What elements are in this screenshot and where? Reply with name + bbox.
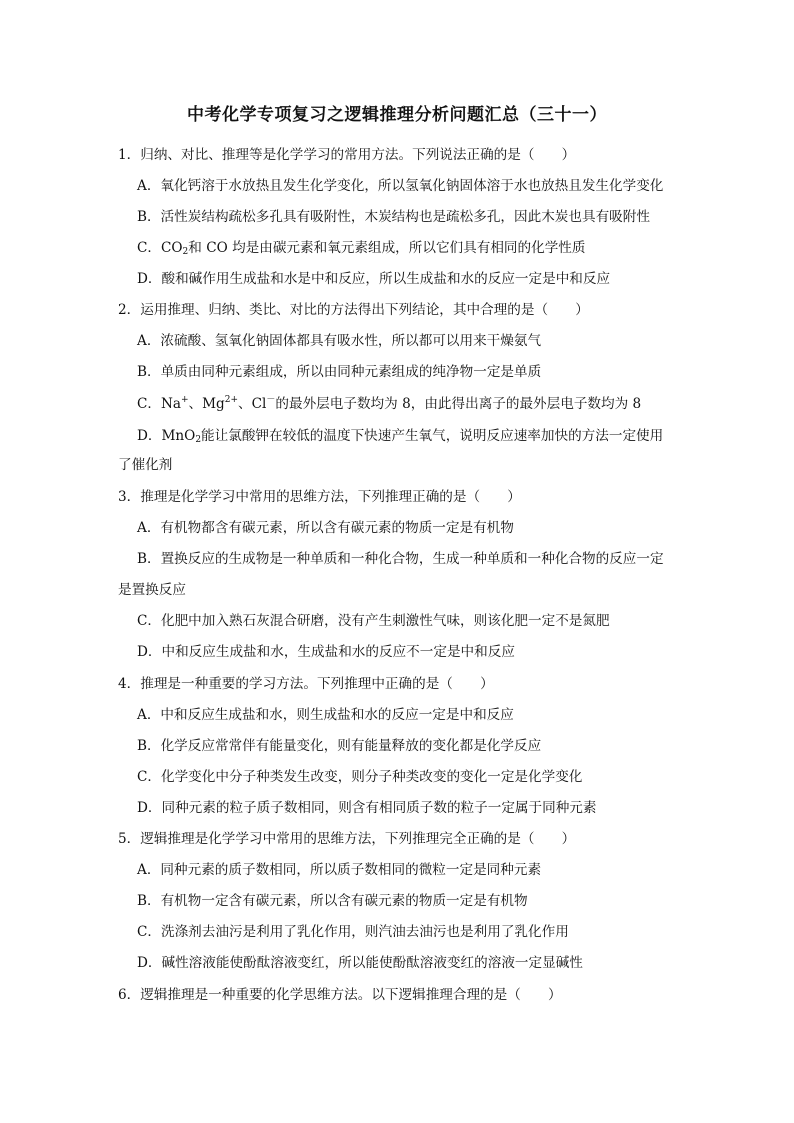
question-2-option-b: B．单质由同种元素组成，所以由同种元素组成的纯净物一定是单质 — [137, 364, 542, 380]
option-text: 、Cl — [238, 396, 267, 412]
question-2-option-d — [137, 426, 682, 446]
question-5-option-d: D．碱性溶液能使酚酞溶液变红，所以能使酚酞溶液变红的溶液一定显碱性 — [137, 955, 583, 971]
option-text: 、Mg — [188, 396, 225, 412]
question-1-stem: 1．归纳、对比、推理等是化学学习的常用方法。下列说法正确的是（ ） — [118, 147, 576, 163]
question-5-option-a: A．同种元素的质子数相同，所以质子数相同的微粒一定是同种元素 — [137, 862, 542, 878]
option-text: D．MnO — [137, 428, 196, 444]
option-text: C．CO — [137, 240, 183, 256]
page-title: 中考化学专项复习之逻辑推理分析问题汇总（三十一） — [187, 105, 607, 125]
question-1-option-b: B．活性炭结构疏松多孔具有吸附性，木炭结构也是疏松多孔，因此木炭也具有吸附性 — [137, 209, 650, 225]
option-text: 的最外层电子数均为 8，由此得出离子的最外层电子数均为 8 — [275, 396, 642, 412]
question-6-stem: 6．逻辑推理是一种重要的化学思维方法。以下逻辑推理合理的是（ ） — [118, 987, 562, 1003]
question-2-option-c — [137, 394, 682, 414]
subscript: 2 — [182, 247, 189, 257]
question-4-option-c: C．化学变化中分子种类发生改变，则分子种类改变的变化一定是化学变化 — [137, 769, 583, 785]
question-1-option-c — [137, 238, 682, 258]
question-3-stem: 3．推理是化学学习中常用的思维方法，下列推理正确的是（ ） — [118, 489, 521, 505]
question-3-option-d: D．中和反应生成盐和水，生成盐和水的反应不一定是中和反应 — [137, 644, 515, 660]
question-3-option-b-continued: 是置换反应 — [118, 582, 186, 598]
option-text: C．Na — [137, 396, 181, 412]
question-2-stem: 2．运用推理、归纳、类比、对比的方法得出下列结论，其中合理的是（ ） — [118, 302, 589, 318]
question-4-option-b: B．化学反应常常伴有能量变化，则有能量释放的变化都是化学反应 — [137, 738, 542, 754]
superscript: + — [181, 395, 189, 405]
question-4-option-d: D．同种元素的粒子质子数相同，则含有相同质子数的粒子一定属于同种元素 — [137, 800, 597, 816]
option-text: 能让氯酸钾在较低的温度下快速产生氧气，说明反应速率加快的方法一定使用 — [201, 428, 664, 444]
question-5-option-c: C．洗涤剂去油污是利用了乳化作用，则汽油去油污也是利用了乳化作用 — [137, 924, 569, 940]
superscript: － — [266, 395, 276, 405]
question-4-stem: 4．推理是一种重要的学习方法。下列推理中正确的是（ ） — [118, 676, 494, 692]
subscript: 2 — [195, 435, 202, 445]
question-3-option-b: B．置换反应的生成物是一种单质和一种化合物，生成一种单质和一种化合物的反应一定 — [137, 551, 664, 567]
question-1-option-a: A．氧化钙溶于水放热且发生化学变化，所以氢氧化钠固体溶于水也放热且发生化学变化 — [137, 178, 664, 194]
question-3-option-a: A．有机物都含有碳元素，所以含有碳元素的物质一定是有机物 — [137, 520, 514, 536]
superscript: 2+ — [224, 395, 239, 405]
question-1-option-d: D．酸和碱作用生成盐和水是中和反应，所以生成盐和水的反应一定是中和反应 — [137, 271, 611, 287]
question-2-option-a: A．浓硫酸、氢氧化钠固体都具有吸水性，所以都可以用来干燥氨气 — [137, 333, 542, 349]
option-text: 和 CO 均是由碳元素和氧元素组成，所以它们具有相同的化学性质 — [188, 240, 586, 256]
question-2-option-d-continued: 了催化剂 — [118, 457, 173, 473]
question-3-option-c: C．化肥中加入熟石灰混合研磨，没有产生刺激性气味，则该化肥一定不是氮肥 — [137, 613, 610, 629]
question-5-stem: 5．逻辑推理是化学学习中常用的思维方法，下列推理完全正确的是（ ） — [118, 831, 576, 847]
question-4-option-a: A．中和反应生成盐和水，则生成盐和水的反应一定是中和反应 — [137, 707, 514, 723]
question-5-option-b: B．有机物一定含有碳元素，所以含有碳元素的物质一定是有机物 — [137, 893, 528, 909]
